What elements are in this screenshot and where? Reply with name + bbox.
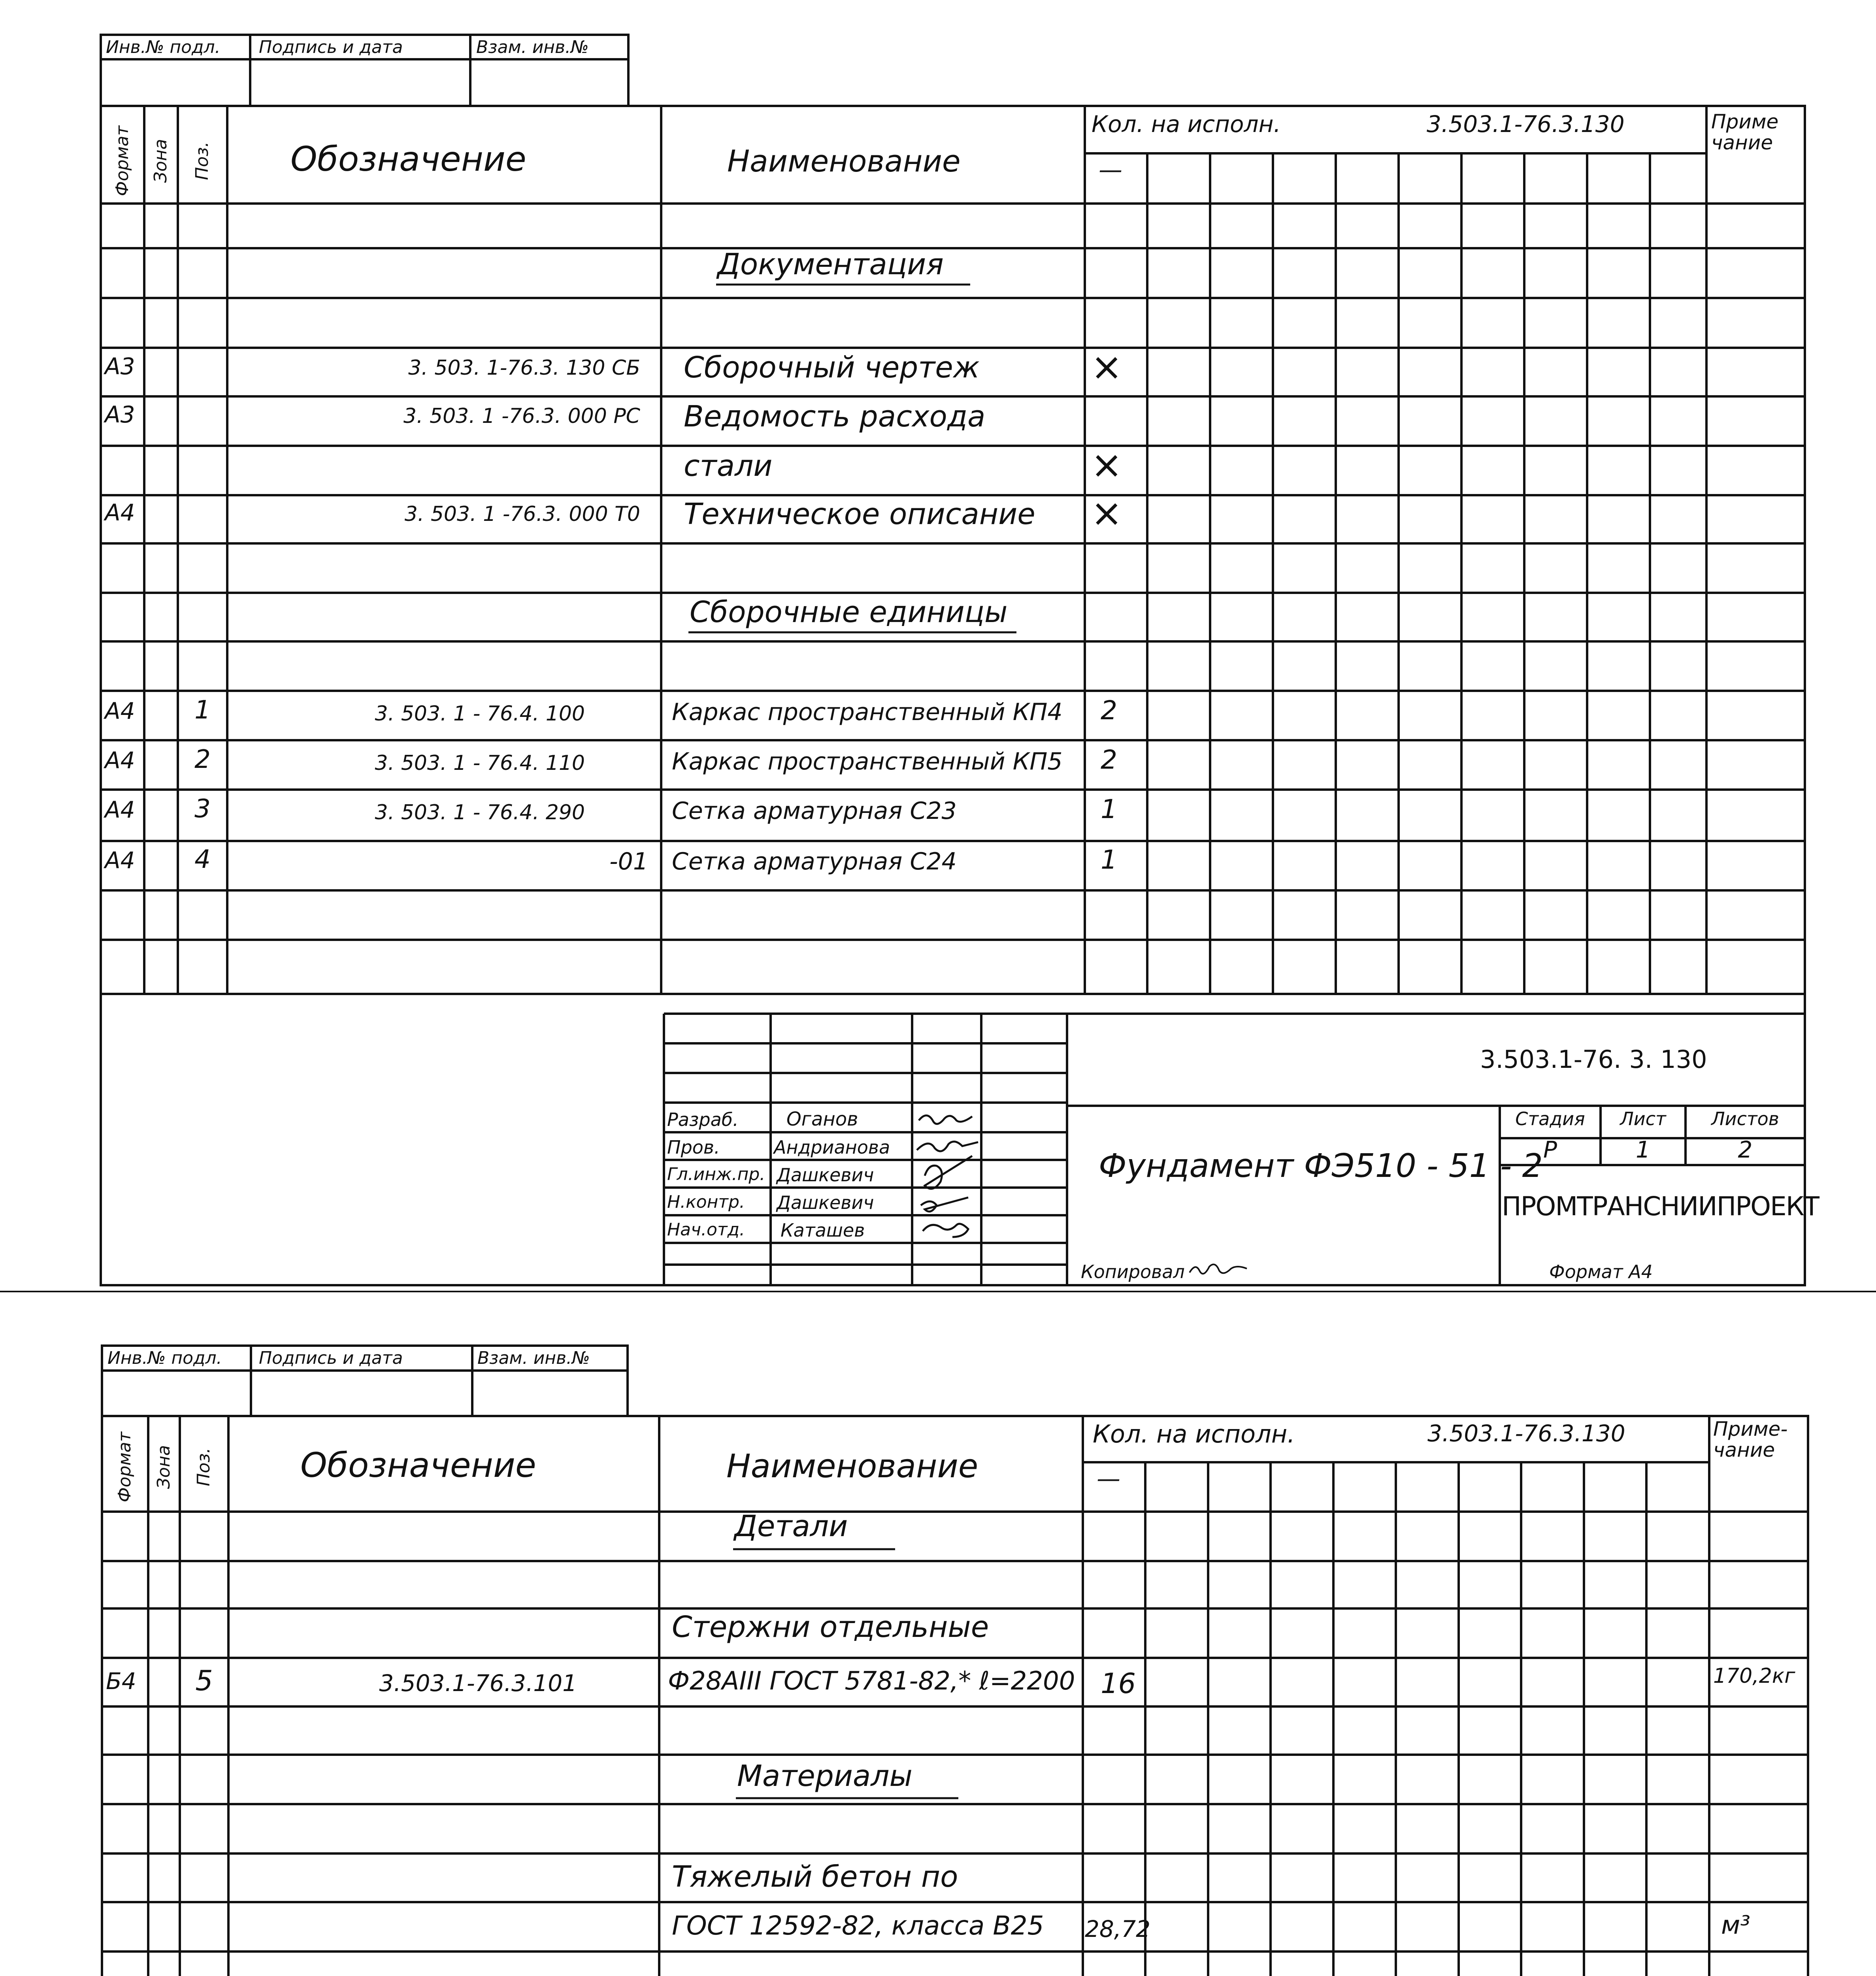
col-pos-header: Поз. [192, 141, 212, 180]
row-name: Каркас пространственный КП4 [672, 698, 1063, 726]
row-format: А4 [105, 796, 135, 823]
row-name: Ведомость расхода [684, 400, 986, 434]
sign-date-label: Подпись и дата [259, 37, 403, 57]
row-qty: 2 [1101, 745, 1117, 775]
replace-inv-label: Взам. инв.№ [477, 1348, 590, 1368]
row-note: 170,2кг [1713, 1664, 1795, 1688]
row-format: А3 [105, 401, 135, 428]
row-pos: 2 [194, 745, 211, 774]
sheet1-lines [101, 35, 1805, 1285]
row-name: Тяжелый бетон по [672, 1860, 958, 1894]
col-format-header: Формат [112, 125, 132, 196]
row-format: А4 [105, 747, 135, 774]
row-designation: 3. 503. 1 - 76.4. 290 [375, 801, 585, 824]
row-name: Сетка арматурная С23 [672, 797, 957, 825]
row-name: Стержни отдельные [672, 1610, 989, 1644]
row-name: стали [684, 449, 773, 483]
row-pos: 4 [194, 845, 211, 874]
sign-date-label: Подпись и дата [259, 1348, 403, 1368]
col-qty-dash: — [1097, 1465, 1120, 1493]
row-pos: 5 [195, 1665, 213, 1697]
section-heading: Детали [734, 1509, 848, 1543]
copier-signature [1188, 1261, 1251, 1280]
row-designation: 3. 503. 1 -76.3. 000 РС [403, 404, 640, 428]
row-pos: 1 [194, 696, 211, 725]
col-format-header: Формат [115, 1431, 135, 1503]
section-heading: Документация [717, 247, 944, 281]
col-qty-dash: — [1099, 156, 1122, 184]
row-designation: 3. 503. 1-76.3. 130 СБ [408, 356, 640, 380]
row-qty: 28,72 [1085, 1916, 1151, 1942]
signer-role: Пров. [667, 1137, 720, 1158]
col-name-header: Наименование [727, 143, 961, 179]
sheet-label: Лист [1620, 1108, 1666, 1129]
copied-by-label: Копировал [1081, 1261, 1185, 1282]
handwritten-signatures [913, 1107, 1000, 1249]
signer-role: Нач.отд. [667, 1220, 745, 1240]
row-name: Сборочный чертеж [684, 351, 980, 385]
inv-label: Инв.№ подл. [107, 1348, 222, 1368]
row-name: Техническое описание [684, 497, 1035, 531]
row-qty: 1 [1101, 794, 1117, 824]
stage-value: Р [1543, 1136, 1557, 1163]
col-pos-header: Поз. [194, 1448, 214, 1486]
signer-name: Каташев [781, 1220, 865, 1241]
row-qty: 16 [1101, 1667, 1136, 1700]
sheets-label: Листов [1711, 1108, 1779, 1129]
col-designation-header: Обозначение [300, 1446, 536, 1485]
signer-name: Андрианова [774, 1137, 890, 1158]
row-designation: 3. 503. 1 - 76.4. 100 [375, 702, 585, 726]
col-zone-header: Зона [154, 1445, 174, 1489]
row-qty: × [1091, 443, 1123, 487]
col-note-header: Приме чание [1711, 110, 1779, 154]
sheets-value: 2 [1738, 1136, 1753, 1163]
sheet-format: Формат А4 [1549, 1261, 1653, 1282]
row-pos: 3 [194, 794, 211, 824]
col-qty-code: 3.503.1-76.3.130 [1427, 1420, 1625, 1447]
row-qty: × [1091, 345, 1123, 389]
col-note-header: Приме- чание [1713, 1418, 1788, 1461]
signer-role: Разраб. [667, 1109, 739, 1130]
row-format: А3 [105, 353, 135, 380]
row-qty: 2 [1101, 695, 1117, 726]
signer-name: Дашкевич [777, 1192, 874, 1213]
row-qty: 1 [1101, 845, 1117, 875]
col-name-header: Наименование [726, 1448, 979, 1485]
signer-role: Гл.инж.пр. [667, 1164, 765, 1184]
doc-code: 3.503.1-76. 3. 130 [1480, 1045, 1707, 1074]
col-qty-label: Кол. на исполн. [1092, 111, 1281, 138]
col-qty-label: Кол. на исполн. [1093, 1420, 1295, 1448]
signer-name: Дашкевич [777, 1164, 874, 1186]
section-heading: Сборочные единицы [690, 595, 1008, 629]
row-format: Б4 [106, 1668, 136, 1695]
replace-inv-label: Взам. инв.№ [476, 37, 589, 57]
row-format: А4 [105, 499, 135, 526]
col-qty-code: 3.503.1-76.3.130 [1427, 111, 1625, 138]
section-heading: Материалы [737, 1759, 913, 1793]
row-designation: 3. 503. 1 -76.3. 000 Т0 [404, 502, 640, 526]
col-zone-header: Зона [151, 139, 171, 183]
drawing-title: Фундамент ФЭ510 - 51 - 2 [1099, 1147, 1543, 1185]
row-designation: 3. 503. 1 - 76.4. 110 [375, 751, 585, 775]
inv-label: Инв.№ подл. [106, 37, 221, 57]
row-designation: -01 [609, 848, 648, 875]
row-name: Ф28АIII ГОСТ 5781-82,* ℓ=2200 [668, 1667, 1075, 1696]
row-designation: 3.503.1-76.3.101 [379, 1670, 577, 1697]
row-qty: × [1091, 491, 1123, 535]
organization-name: ПРОМТРАНСНИИПРОЕКТ [1502, 1191, 1819, 1222]
signer-role: Н.контр. [667, 1192, 745, 1212]
sheet-value: 1 [1636, 1136, 1650, 1163]
row-name: Каркас пространственный КП5 [672, 748, 1063, 775]
stage-label: Стадия [1515, 1108, 1585, 1129]
row-name: ГОСТ 12592-82, класса В25 [672, 1910, 1044, 1941]
row-format: А4 [105, 847, 135, 874]
row-name: Сетка арматурная С24 [672, 848, 957, 875]
signer-name: Оганов [786, 1108, 858, 1130]
col-designation-header: Обозначение [290, 140, 526, 179]
row-format: А4 [105, 698, 135, 724]
row-note: м³ [1721, 1911, 1750, 1940]
